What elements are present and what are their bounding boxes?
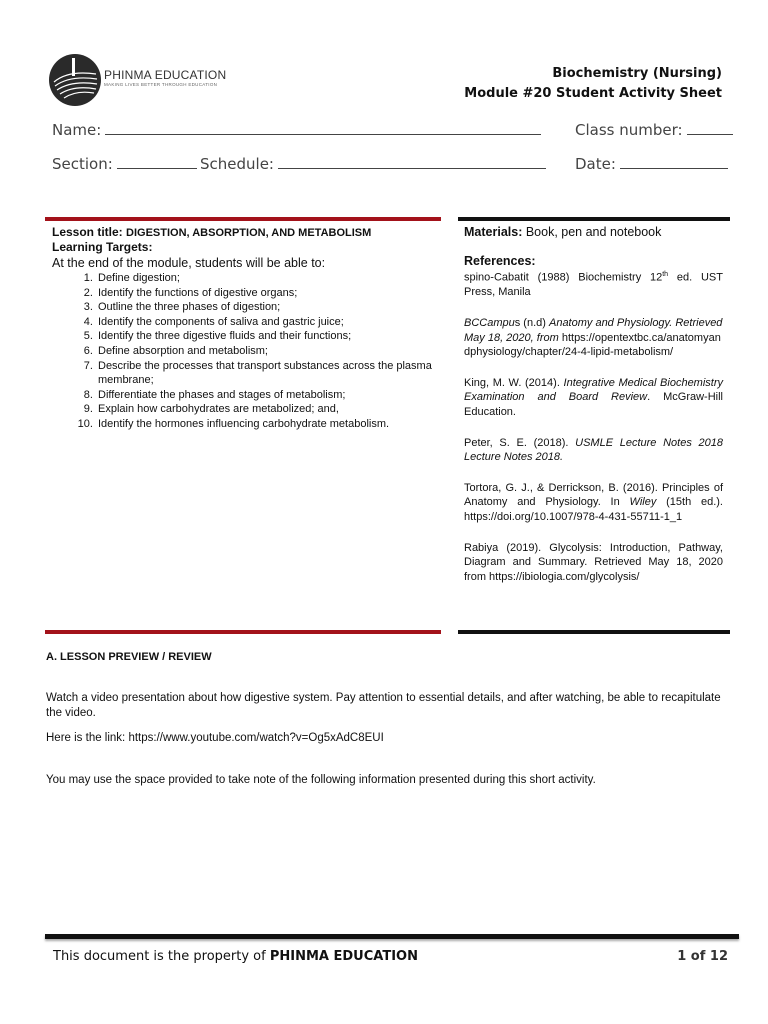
references-box-bottom-bar — [458, 630, 730, 634]
lesson-box — [52, 225, 436, 432]
reference-link[interactable]: https://opentextbc.ca/anatomyandphysiology/chapter/24-4-lipid-metabolism/ — [464, 331, 721, 359]
section-a-heading: A. LESSON PREVIEW / REVIEW — [46, 651, 212, 663]
section-field — [52, 154, 197, 173]
lesson-box-top-bar — [45, 217, 441, 221]
lesson-box-bottom-bar — [45, 630, 441, 634]
reference-item — [464, 541, 723, 585]
logo-name: PHINMA EDUCATION — [104, 68, 227, 82]
date-blank[interactable] — [620, 154, 728, 169]
reference-text: Tortora, G. J., & Derrickson, B. (2016). Principles of Anatomy and Physiology. In — [464, 481, 723, 509]
learning-targets-heading: Learning Targets: — [52, 240, 153, 254]
section-blank[interactable] — [117, 154, 197, 169]
name-field — [52, 120, 541, 139]
reference-text: Integrative Medical Biochemistry Examination and Board Review — [464, 376, 724, 404]
date-field — [575, 154, 728, 173]
list-item: 1. Define digestion; — [96, 271, 436, 286]
learning-targets-intro: At the end of the module, students will be able to: — [52, 256, 326, 270]
name-blank[interactable] — [105, 120, 541, 135]
schedule-blank[interactable] — [278, 154, 546, 169]
date-label: Date: — [575, 155, 616, 173]
reference-item — [464, 436, 723, 465]
reference-text: Wiley — [629, 496, 657, 509]
section-label: Section: — [52, 155, 113, 173]
reference-item — [464, 316, 723, 360]
list-item: 3. Outline the three phases of digestion; — [96, 300, 436, 315]
page-number: 1 of 12 — [677, 949, 728, 964]
reference-text: s (n.d) — [514, 317, 549, 330]
logo-tagline: MAKING LIVES BETTER THROUGH EDUCATION — [104, 82, 218, 87]
schedule-label: Schedule: — [200, 155, 274, 173]
lesson-title-label: Lesson title: — [52, 225, 123, 239]
class-number-label: Class number: — [575, 121, 683, 139]
reference-item — [464, 376, 723, 420]
footer-prefix: This document is the property of — [53, 949, 270, 964]
reference-item — [464, 268, 723, 300]
reference-text: . McGraw-Hill Education. — [464, 391, 723, 418]
name-label: Name: — [52, 121, 102, 139]
list-item: 7. Describe the processes that transport substances across the plasma membrane; — [96, 359, 436, 388]
footer-owner: PHINMA EDUCATION — [269, 949, 418, 964]
references-box — [464, 225, 723, 600]
reference-item — [464, 481, 723, 525]
references-heading: References: — [464, 253, 536, 268]
list-item: 10. Identify the hormones influencing carbohydrate metabolism. — [96, 417, 436, 432]
section-a-paragraph-3: You may use the space provided to take note of the following information presented during this short activity. — [46, 774, 596, 786]
reference-text: Peter, S. E. (2018). — [464, 436, 576, 449]
reference-text: Anatomy and Physiology. Retrieved May 18, 2020, from — [464, 317, 723, 344]
lesson-title: DIGESTION, ABSORPTION, AND METABOLISM — [126, 227, 372, 239]
section-a-paragraph-1: Watch a video presentation about how digestive system. Pay attention to essential details, and after watching, be able to recapitulate the video. — [46, 692, 721, 719]
schedule-field — [200, 154, 546, 173]
lesson-title-line — [52, 225, 436, 239]
reference-text: (15th ed.). https://doi.org/10.1007/978-4-431-55711-1_1 — [464, 496, 723, 523]
class-number-field — [575, 120, 733, 139]
references-box-top-bar — [458, 217, 730, 221]
reference-text: spino-Cabatit (1988) Biochemistry 12 — [464, 271, 663, 284]
materials-label: Materials: — [464, 225, 523, 239]
list-item: 5. Identify the three digestive fluids and their functions; — [96, 329, 436, 344]
materials-line — [464, 225, 723, 240]
class-number-blank[interactable] — [687, 120, 733, 135]
module-title: Module #20 Student Activity Sheet — [464, 86, 722, 101]
footer-divider — [45, 934, 739, 939]
reference-text: USMLE Lecture Notes 2018 Lecture Notes 2018. — [464, 436, 723, 464]
course-title: Biochemistry (Nursing) — [552, 66, 722, 81]
list-item: 8. Differentiate the phases and stages of metabolism; — [96, 388, 436, 403]
list-item: 9. Explain how carbohydrates are metabolized; and, — [96, 402, 436, 417]
reference-text: Rabiya (2019). Glycolysis: Introduction, Pathway, Diagram and Summary. Retrieved May 18, 2020 from https://ibiologia.com/glycolysis/ — [464, 541, 723, 583]
list-item: 2. Identify the functions of digestive organs; — [96, 286, 436, 301]
list-item: 4. Identify the components of saliva and gastric juice; — [96, 315, 436, 330]
section-a-video-link[interactable]: Here is the link: https://www.youtube.com/watch?v=Og5xAdC8EUI — [46, 732, 384, 744]
learning-targets-list — [52, 271, 436, 432]
reference-sup: th — [662, 271, 669, 279]
reference-text: King, M. W. (2014). — [464, 376, 564, 389]
footer-ownership — [53, 949, 418, 964]
list-item: 6. Define absorption and metabolism; — [96, 344, 436, 359]
reference-text: BCCampu — [464, 317, 515, 330]
materials-value: Book, pen and notebook — [525, 225, 662, 239]
reference-text: ed. UST Press, Manila — [464, 271, 723, 299]
